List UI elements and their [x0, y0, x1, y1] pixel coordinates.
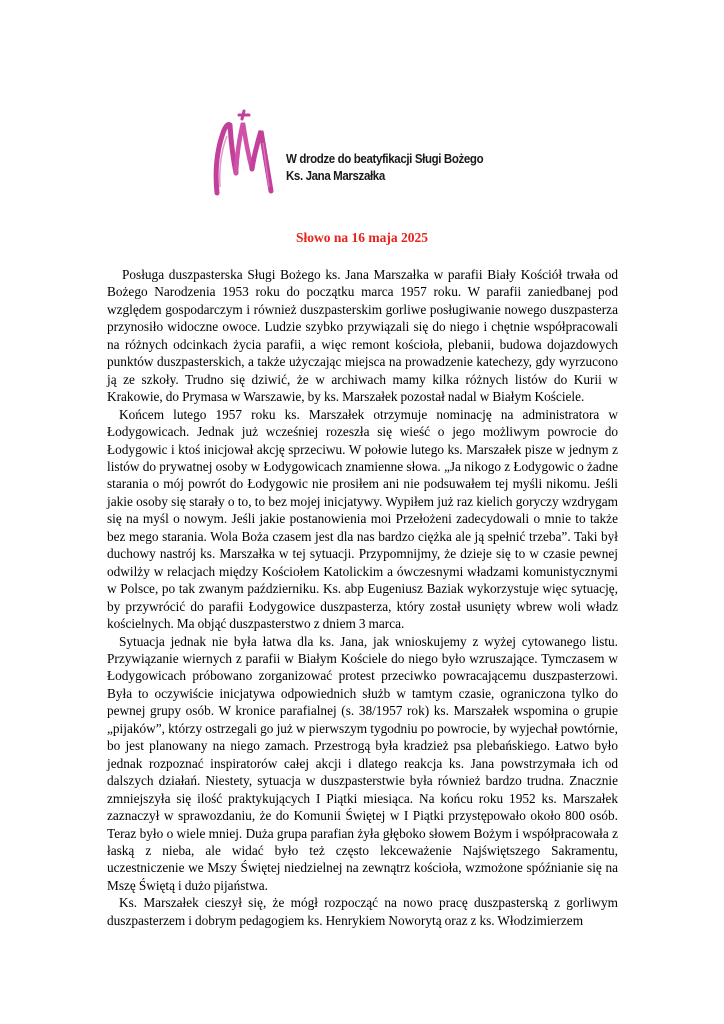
paragraph: Końcem lutego 1957 roku ks. Marszałek otrzymuje nominację na administratora w Łodygowicach. Jednak już wcześniej rozeszła się wieść o jego możliwym powrocie do Łodygowic i ktoś inicjował akcję sprzeciwu. W połowie lutego ks. Marszałek pisze w jednym z listów do prywatnej osoby w Łodygowicach znamienne słowa. „Ja nikogo z Łodygowic o żadne starania o mój powrót do Łodygowic nie prosiłem ani nie podsuwałem tej myśli nikomu. Jeśli jakie osoby się starały o to, to bez mojej inicjatywy. Wypiłem już raz kielich goryczy wzdrygam się na myśl o nowym. Jeśli jakie postanowienia moi Przełożeni zadecydowali o mnie to także bez mego starania. Wola Boża czasem jest dla nas bardzo ciężka ale ją spełnić trzeba”. Taki był duchowy nastrój ks. Marszałka w tej sytuacji. Przypomnijmy, że dzieje się to w czasie pewnej odwilży w relacjach między Kościołem Katolickim a ówczesnymi władzami komunistycznymi w Polsce, po tak zwanym październiku. Ks. abp Eugeniusz Baziak wykorzystuje więc sytuację, by przywrócić do parafii Łodygowice duszpasterza, który został usunięty wbrew woli władz kościelnych. Ma objąć duszpasterstwo z dniem 3 marca.	[107, 406, 618, 632]
paragraph: Posługa duszpasterska Sługi Bożego ks. Jana Marszałka w parafii Biały Kościół trwała od Bożego Narodzenia 1953 roku do początku marca 1957 roku. W parafii zaniedbanej pod względem gospodarczym i również duszpasterskim gorliwe posługiwanie nowego duszpasterza przynosiło widoczne owoce. Ludzie szybko przywiązali się do niego i chętnie współpracowali na różnych odcinkach życia parafii, a więc remont kościoła, plebanii, budowa dojazdowych punktów duszpasterskich, a także użyczając miejsca na prowadzenie katechezy, gdy wyrzucono ją ze szkoły. Trudno się dziwić, że w archiwach mamy kilka różnych listów do Kurii w Krakowie, do Prymasa w Warszawie, by ks. Marszałek pozostał nadal w Białym Kościele.	[107, 267, 618, 405]
paragraph: Sytuacja jednak nie była łatwa dla ks. Jana, jak wnioskujemy z wyżej cytowanego listu. Przywiązanie wiernych z parafii w Białym Kościele do niego było wzruszające. Tymczasem w Łodygowicach próbowano zorganizować protest przeciwko powracającemu duszpasterzowi. Była to oczywiście inicjatywa odpowiednich służb w tamtym czasie, ograniczona tylko do pewnej grupy osób. W kronice parafialnej (s. 38/1957 rok) ks. Marszałek wspomina o grupie „pijaków”, którzy ostrzegali go już w pierwszym tygodniu po powrocie, by wyjechał powtórnie, bo jest planowany na niego zamach. Przestrogą była kradzież psa plebańskiego. Łatwo było jednak rozpoznać inspiratorów całej akcji i dlatego reakcja ks. Jana powstrzymała ich od dalszych działań. Niestety, sytuacja w duszpasterstwie była również bardzo trudna. Znacznie zmniejszyła się ilość praktykujących I Piątki miesiąca. Na końcu roku 1952 ks. Marszałek zaznaczył w sprawozdaniu, że do Komunii Świętej w I Piątki przystępowało około 800 osób. Teraz było o wiele mniej. Duża grupa parafian żyła głęboko słowem Bożym i współpracowała z łaską z nieba, ale widać było też często lekceważenie Najświętszego Sakramentu, uczestniczenie we Mszy Świętej niedzielnej na zewnątrz kościoła, wzmożone spóźnianie się na Mszę Świętą i dużo pijaństwa.	[107, 633, 618, 893]
header-line-1: W drodze do beatyfikacji Sługi Bożego	[286, 152, 484, 166]
document-body	[107, 266, 618, 929]
paragraph: Ks. Marszałek cieszył się, że mógł rozpocząć na nowo pracę duszpasterską z gorliwym duszpasterzem i dobrym pedagogiem ks. Henrykiem Noworytą oraz z ks. Włodzimierzem	[107, 895, 618, 928]
header-line-2: Ks. Jana Marszałka	[286, 169, 385, 183]
document-header	[203, 103, 523, 203]
document-title: Słowo na 16 maja 2025	[295, 230, 428, 245]
header-caption	[286, 151, 483, 185]
monogram-m-cross-logo-icon	[203, 103, 283, 203]
